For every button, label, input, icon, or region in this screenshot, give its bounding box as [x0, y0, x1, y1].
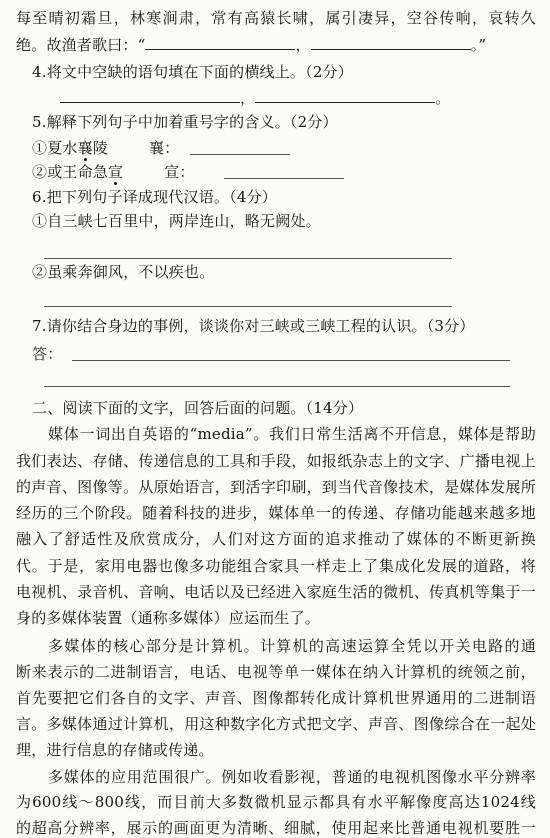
para1-line-last: 身的多媒体装置（通称多媒体）应运而生了。 [16, 609, 321, 627]
q4-answer-line [60, 88, 550, 108]
para3-line: 多媒体的应用范围很广。例如收看影视，普通的电视机图像水平分辨率 [48, 768, 536, 786]
close-quote: 。” [470, 36, 487, 54]
passage-line-2-start: 绝。故渔者歌曰：“ [16, 36, 146, 54]
q5-item-2 [32, 162, 550, 182]
q6-answer-line-1[interactable] [44, 258, 452, 259]
q6-prompt: 6.把下列句子译成现代汉语。（4分） [32, 188, 277, 206]
para1-line: 代。于是，家用电器也像多功能组合家具一样走上了集成化发展的道路，将 [16, 557, 536, 575]
para1-line: 融入了舒适性及欣赏成分，人们对这方面的追求推动了媒体的不断更新换 [16, 530, 536, 548]
passage-line-1: 每至晴初霜旦，林寒涧肃，常有高猿长啸，属引凄异，空谷传响，哀转久 [16, 9, 536, 27]
q5-item-1-text-a: ①夏水 [32, 139, 78, 157]
para3-line: 的超高分辨率，展示的画面更为清晰、细腻，使用起来比普通电视机要胜一 [16, 819, 536, 837]
q4-blank-1[interactable] [60, 88, 240, 103]
q5-item-2-text-a: ②或王命急 [32, 163, 109, 181]
para3-line: 为600线～800线，而目前大多数微机显示都具有水平解像度高达1024线 [16, 793, 536, 811]
period: 。 [435, 89, 451, 107]
para1-line: 的声音、图像等。从原始语言，到活字印刷，到当代音像技术，是媒体发展所 [16, 478, 536, 496]
q4-blank-2[interactable] [255, 88, 435, 103]
q6-item-1: ①自三峡七百里中，两岸连山，略无阙处。 [32, 212, 321, 230]
q7-answer-line-1[interactable] [72, 360, 510, 361]
para2-line: 言。多媒体通过计算机，用这种数字化方式把文字、声音、图像综合在一起处 [16, 715, 536, 733]
para1-line: 经历的三个阶段。随着科技的进步，媒体单一的传递、存储功能越来越多地 [16, 504, 536, 522]
fill-blank-1[interactable] [145, 35, 295, 50]
q5-item-1-key: 襄： [148, 139, 180, 157]
q5-emphasis-char: 襄 [77, 139, 93, 157]
para2-line-last: 理，进行信息的存储或传递。 [16, 741, 214, 759]
passage-line-2 [16, 35, 550, 55]
para1-line: 电视机、录音机、音响、电话以及已经进入家庭生活的微机、传真机等集于一 [16, 583, 536, 601]
para2-line: 断来表示的二进制语言，电话、电视等单一媒体在纳入计算机的统领之前， [16, 663, 536, 681]
fill-blank-2[interactable] [311, 35, 471, 50]
q5-item-1-text-b: 陵 [92, 139, 109, 157]
para2-line: 多媒体的核心部分是计算机。计算机的高速运算全凭以开关电路的通 [48, 637, 536, 655]
para1-line: 媒体一词出自英语的“media”。我们日常生活离不开信息，媒体是帮助 [48, 425, 536, 443]
q4-prompt: 4.将文中空缺的语句填在下面的横线上。（2分） [32, 63, 353, 81]
para2-line: 首先要把它们各自的文字、声音、图像都转化成计算机世界通用的二进制语 [16, 689, 536, 707]
q5-item-1 [32, 138, 550, 158]
q5-answer-blank-2[interactable] [224, 178, 344, 179]
comma: ， [295, 36, 311, 54]
q5-emphasis-char: 宣 [108, 163, 124, 181]
q7-prompt: 7.请你结合身边的事例，谈谈你对三峡或三峡工程的认识。（3分） [32, 317, 475, 335]
q7-answer-label: 答： [32, 345, 63, 363]
q6-item-2: ②虽乘奔御风，不以疾也。 [32, 263, 215, 281]
para1-line: 我们表达、存储、传递信息的工具和手段，如报纸杂志上的文字、广播电视上 [16, 452, 536, 470]
section-2-heading: 二、阅读下面的文字，回答后面的问题。（14分） [32, 399, 364, 417]
q5-prompt: 5.解释下列句子中加着重号字的含义。（2分） [32, 113, 338, 131]
q7-answer-line-2[interactable] [44, 386, 510, 387]
q5-answer-blank-1[interactable] [190, 154, 290, 155]
q5-item-2-key: 宣： [164, 163, 195, 181]
comma: ， [240, 89, 256, 107]
q6-answer-line-2[interactable] [44, 306, 452, 307]
